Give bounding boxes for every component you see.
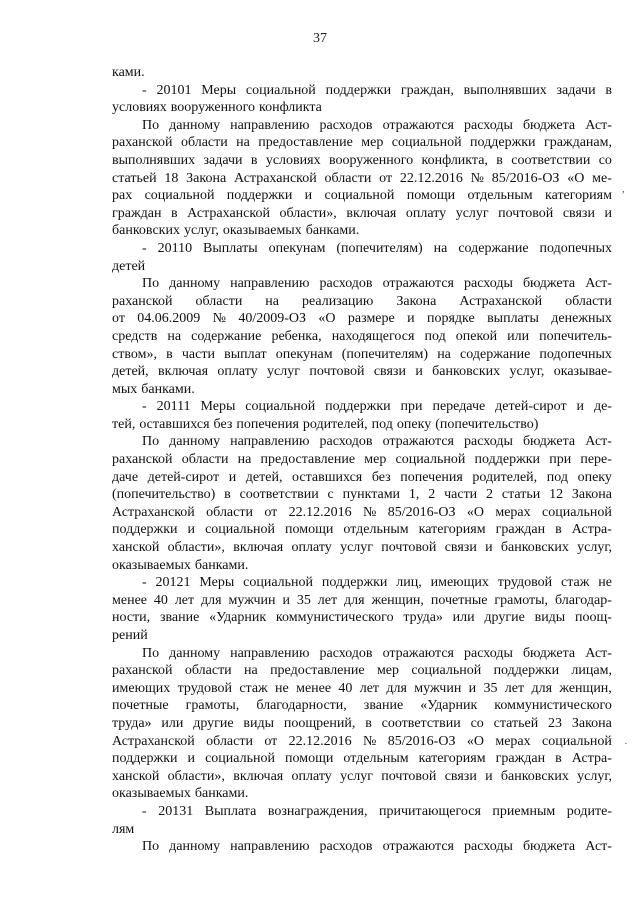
text-line: раханской области на предоставление мер социальной поддержки гражданам, <box>112 135 612 151</box>
text-line: условиях вооруженного конфликта <box>112 100 322 116</box>
text-line: от 04.06.2009 № 40/2009-ОЗ «О размере и порядке выплаты денежных <box>112 311 612 327</box>
text-line: граждан в Астраханской области», включая оплату услуг почтовой связи и <box>112 205 612 221</box>
text-line: даче детей-сирот и детей, оставшихся без попечения родителей, под опеку <box>112 469 612 485</box>
text-line: оказываемых банками. <box>112 557 249 573</box>
text-line: По данному направлению расходов отражаются расходы бюджета Аст- <box>142 117 612 133</box>
text-line: По данному направлению расходов отражаются расходы бюджета Аст- <box>142 434 612 450</box>
text-line: По данному направлению расходов отражаются расходы бюджета Аст- <box>142 645 612 661</box>
text-line: ности, звание «Ударник коммунистического труда» или другие виды поощ- <box>112 610 612 626</box>
text-line: - 20101 Меры социальной поддержки граждан, выполнявших задачи в <box>142 82 612 98</box>
text-line: раханской области на предоставление мер социальной поддержки лицам, <box>112 663 612 679</box>
text-line: имеющих трудовой стаж не менее 40 лет для мужчин и 35 лет для женщин, <box>112 680 612 696</box>
text-line: менее 40 лет для мужчин и 35 лет для женщин, почетные грамоты, благодар- <box>112 592 612 608</box>
text-line: труда» или другие виды поощрений, в соответствии со статьей 23 Закона <box>112 715 612 731</box>
text-line: (попечительство) в соответствии с пунктами 1, 2 части 2 статьи 12 Закона <box>112 487 612 503</box>
text-line: - 20131 Выплата вознаграждения, причитающегося приемным родите- <box>142 803 612 819</box>
text-line: раханской области на реализацию Закона Астраханской области <box>112 293 612 309</box>
text-line: - 20110 Выплаты опекунам (попечителям) на содержание подопечных <box>142 240 612 256</box>
text-line: поддержки и социальной помощи отдельным категориям граждан в Астра- <box>112 522 612 538</box>
text-line: поддержки и социальной помощи отдельным категориям граждан в Астра- <box>112 751 612 767</box>
text-line: ками. <box>112 65 145 80</box>
text-line: Астраханской области от 22.12.2016 № 85/2016-ОЗ «О мерах социальной <box>112 504 612 520</box>
page-number: 37 <box>313 31 327 46</box>
text-line: средств на содержание ребенка, находящегося под опекой или попечитель- <box>112 328 612 344</box>
text-line: Астраханской области от 22.12.2016 № 85/2016-ОЗ «О мерах социальной <box>112 733 612 749</box>
text-line: оказываемых банками. <box>112 786 249 802</box>
margin-mark: · <box>624 738 628 750</box>
text-line: тей, оставшихся без попечения родителей, под опеку (попечительство) <box>112 416 539 432</box>
text-line: ством», в части выплат опекунам (попечителям) на содержание подопечных <box>112 346 612 362</box>
text-line: раханской области на предоставление мер социальной поддержки при пере- <box>112 452 612 468</box>
text-line: статьей 18 Закона Астраханской области от 22.12.2016 № 85/2016-ОЗ «О ме- <box>112 170 612 186</box>
text-line: - 20111 Меры социальной поддержки при передаче детей-сирот и де- <box>142 399 612 415</box>
text-line: рах социальной поддержки и социальной помощи отдельным категориям <box>112 188 612 204</box>
text-line: детей <box>112 258 146 274</box>
text-line: почетные грамоты, благодарности, звание «Ударник коммунистического <box>112 698 612 714</box>
text-line: ханской области», включая оплату услуг почтовой связи и банковских услуг, <box>112 768 612 784</box>
text-line: - 20121 Меры социальной поддержки лиц, имеющих трудовой стаж не <box>142 575 612 591</box>
text-line: ханской области», включая оплату услуг почтовой связи и банковских услуг, <box>112 540 612 556</box>
margin-mark: , <box>622 183 625 195</box>
text-line: выполнявших задачи в условиях вооруженного конфликта, в соответствии со <box>112 152 612 168</box>
text-line: мых банками. <box>112 381 195 397</box>
text-line: лям <box>112 821 135 837</box>
text-line: детей, включая оплату услуг почтовой связи и банковских услуг, оказывае- <box>112 364 612 380</box>
text-line: рений <box>112 628 148 643</box>
document-body <box>112 64 612 856</box>
text-line: банковских услуг, оказываемых банками. <box>112 223 360 239</box>
text-line: По данному направлению расходов отражаются расходы бюджета Аст- <box>142 839 612 855</box>
text-line: По данному направлению расходов отражаются расходы бюджета Аст- <box>142 276 612 292</box>
